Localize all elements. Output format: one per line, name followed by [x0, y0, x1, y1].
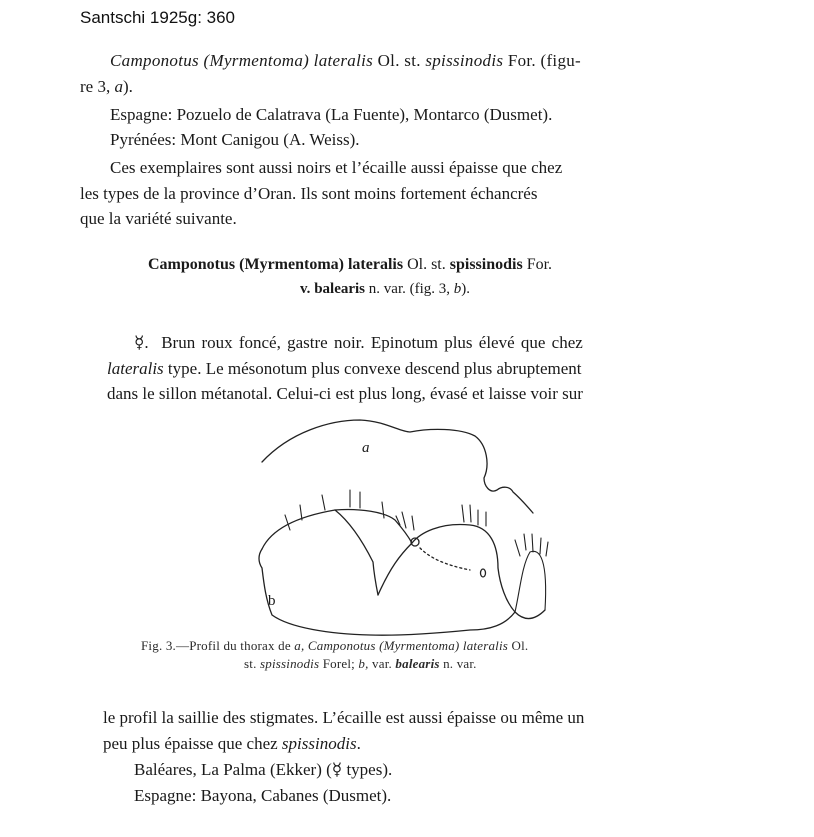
caption-prefix: Fig. 3.—Profil du thorax de: [141, 638, 295, 653]
title-for: For.: [522, 256, 553, 273]
caption-var: var.: [368, 656, 396, 671]
profile-a-outline: [262, 420, 533, 513]
propodeal-spiracle: [481, 569, 486, 577]
title-author: Ol. st.: [403, 256, 450, 273]
para3-line: Pyrénées: Mont Canigou (A. Weiss).: [110, 130, 360, 149]
caption-stirps: spissinodis: [259, 656, 320, 671]
fig-ref-letter: a: [114, 77, 123, 96]
figure-label-a: a: [362, 440, 370, 456]
para6-text: peu plus épaisse que chez: [103, 734, 282, 753]
para5-line3: dans le sillon métanotal. Celui-ci est plus long, évasé et laisse voir sur: [107, 384, 583, 403]
figure-caption-line2: [244, 656, 477, 672]
caption-st: st.: [244, 656, 260, 671]
profile-b-petiole: [515, 551, 546, 612]
stirps-name: spissinodis: [425, 51, 504, 70]
profile-b-suture2: [378, 543, 412, 595]
fig-ref-close: ).: [122, 77, 133, 96]
caption-balearis: balearis: [395, 656, 440, 671]
title-var-rest: n. var. (fig. 3,: [365, 281, 454, 297]
caption-b: b,: [358, 656, 369, 671]
title-var-name: balearis: [314, 281, 366, 297]
title-fig-letter: b: [453, 281, 462, 297]
species-name: lateralis: [313, 51, 374, 70]
subgenus-name: (Myrmentoma): [203, 51, 310, 70]
caption-taxon: a, Camponotus (Myrmentoma) lateralis: [294, 638, 509, 653]
title-taxon: Camponotus (Myrmentoma) lateralis: [148, 256, 404, 273]
profile-b-outline: [262, 509, 545, 618]
para5-text1: Brun roux foncé, gastre noir. Epinotum plus élevé que chez: [161, 333, 583, 352]
propodeal-dotted-line: [420, 548, 470, 570]
profile-b-left: [259, 549, 515, 635]
caption-forel: Forel;: [319, 656, 359, 671]
worker-symbol: ☿.: [134, 333, 149, 352]
figure-caption-line1: [141, 638, 528, 654]
profile-b-suture1: [335, 510, 378, 595]
para4-line2: les types de la province d’Oran. Ils sont moins fortement échancrés: [80, 184, 538, 203]
author-text: Ol. st.: [373, 51, 426, 70]
para7-line: Baléares, La Palma (Ekker) (☿ types).: [134, 760, 393, 779]
para2-line: Espagne: Pozuelo de Calatrava (La Fuente), Montarco (Dusmet).: [110, 105, 553, 124]
caption-ol: Ol.: [508, 638, 529, 653]
para8-line: Espagne: Bayona, Cabanes (Dusmet).: [134, 786, 392, 805]
lateralis-word: lateralis: [107, 359, 164, 378]
title-var-prefix: v.: [300, 281, 315, 297]
figure-label-b: b: [268, 593, 276, 609]
spissinodis-word: spissinodis: [281, 734, 357, 753]
title-stirps: spissinodis: [449, 256, 523, 273]
para5-text2: type. Le mésonotum plus convexe descend plus abruptement: [163, 359, 582, 378]
title-fig-close: ).: [461, 281, 471, 297]
para4-line1: Ces exemplaires sont aussi noirs et l’écaille aussi épaisse que chez: [110, 158, 563, 177]
caption-nvar: n. var.: [439, 656, 477, 671]
author-text-end: For. (figu-: [503, 51, 582, 70]
para6-line2: [103, 731, 361, 757]
genus-name: Camponotus: [110, 51, 199, 70]
citation-header: Santschi 1925g: 360: [80, 8, 236, 27]
para4-line3: que la variété suivante.: [80, 209, 237, 228]
para6-period: .: [356, 734, 361, 753]
para6-line1: le profil la saillie des stigmates. L’écaille est aussi épaisse ou même un: [103, 708, 585, 727]
fig-ref-text: re 3,: [80, 77, 115, 96]
